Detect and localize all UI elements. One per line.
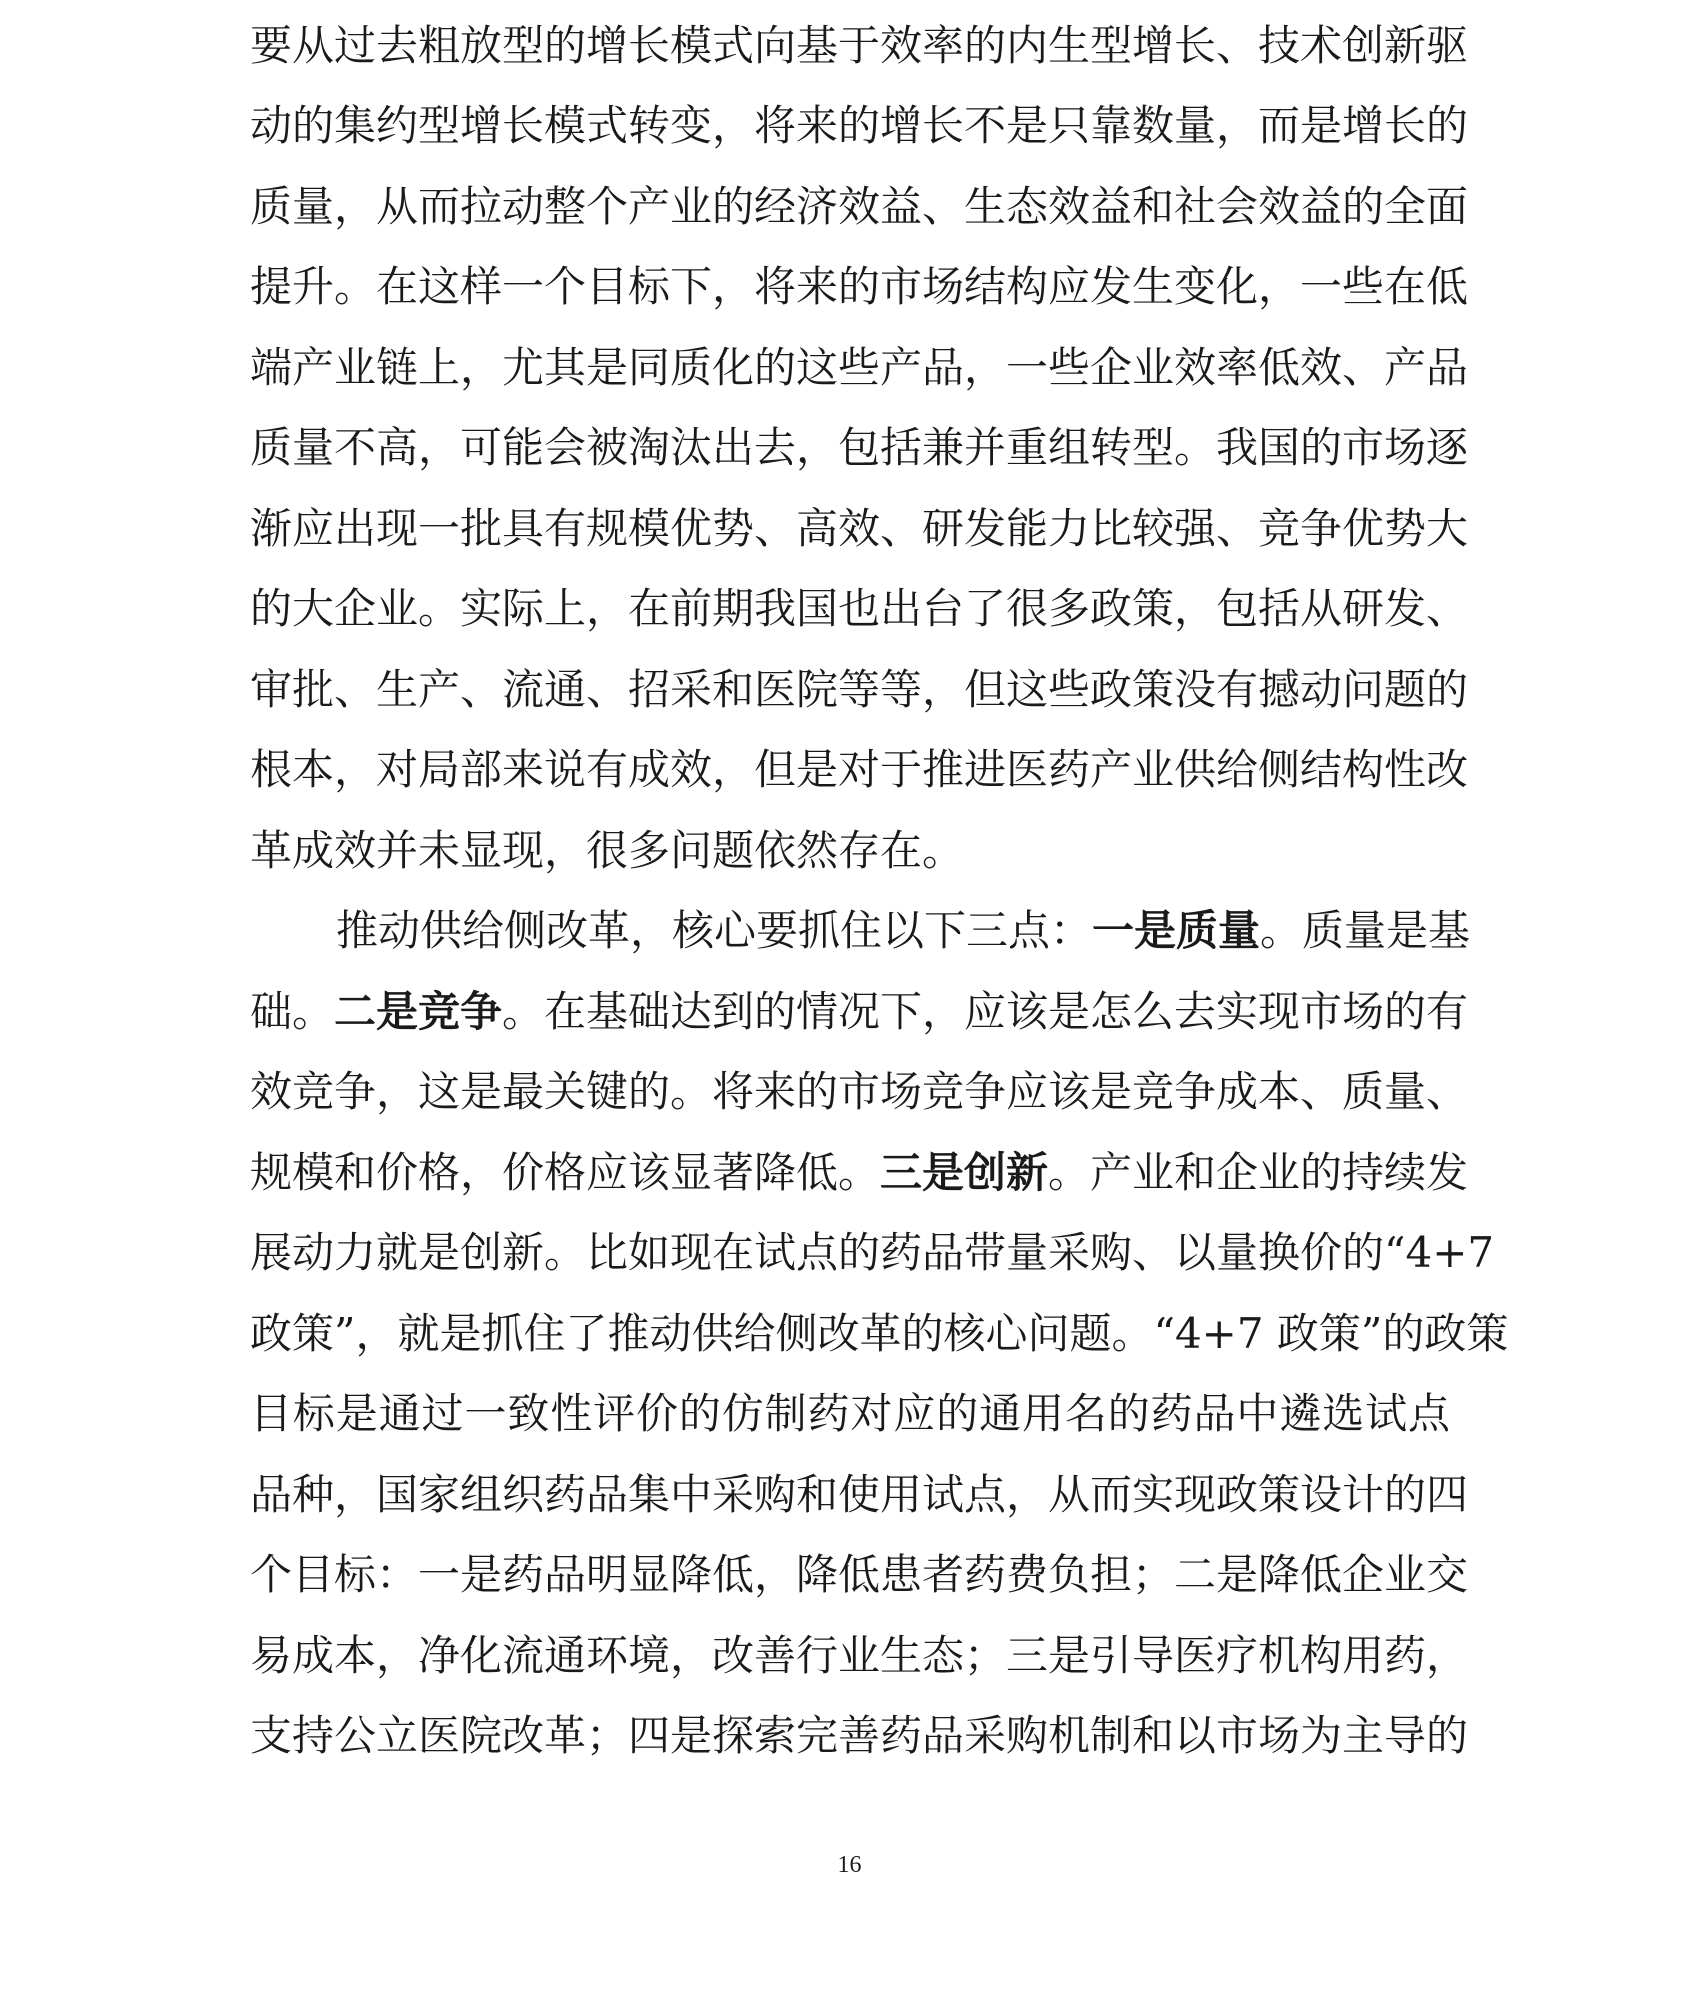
page-number: 16: [837, 1852, 862, 1878]
bold-keyword-quality: 一是质量: [1092, 906, 1261, 955]
paragraph-line: [250, 1143, 1469, 1203]
paragraph-line: 易成本，净化流通环境，改善行业生态；三是引导医疗机构用药，: [250, 1631, 1469, 1680]
paragraph-line: 革成效并未显现，很多问题依然存在。: [250, 826, 965, 875]
paragraph-line: 支持公立医院改革；四是探索完善药品采购机制和以市场为主导的: [250, 1711, 1469, 1760]
text-span: 础。: [250, 987, 335, 1036]
paragraph-line: 根本，对局部来说有成效，但是对于推进医药产业供给侧结构性改: [250, 745, 1469, 794]
text-span: 规模和价格，价格应该显著降低。: [250, 1148, 881, 1197]
paragraph-line: 质量不高，可能会被淘汰出去，包括兼并重组转型。我国的市场逐: [250, 423, 1469, 472]
text-span: 推动供给侧改革，核心要抓住以下三点：: [336, 906, 1093, 955]
bold-keyword-competition: 二是竞争: [334, 987, 503, 1036]
paragraph-line: 政策”，就是抓住了推动供给侧改革的核心问题。“4+7 政策”的政策: [250, 1309, 1509, 1358]
paragraph-line: 的大企业。实际上，在前期我国也出台了很多政策，包括从研发、: [250, 584, 1469, 633]
text-span: 。产业和企业的持续发: [1048, 1148, 1469, 1197]
paragraph-line: [336, 901, 1471, 961]
bold-keyword-innovation: 三是创新: [880, 1148, 1049, 1197]
paragraph-line: 目标是通过一致性评价的仿制药对应的通用名的药品中遴选试点: [250, 1389, 1450, 1438]
paragraph-line: 审批、生产、流通、招采和医院等等，但这些政策没有撼动问题的: [250, 665, 1469, 714]
text-span: 。质量是基: [1260, 906, 1471, 955]
paragraph-line: 展动力就是创新。比如现在试点的药品带量采购、以量换价的“4+7: [250, 1228, 1495, 1277]
paragraph-line: 提升。在这样一个目标下，将来的市场结构应发生变化，一些在低: [250, 262, 1469, 311]
text-span: 。在基础达到的情况下，应该是怎么去实现市场的有: [502, 987, 1469, 1036]
paragraph-line: 品种，国家组织药品集中采购和使用试点，从而实现政策设计的四: [250, 1470, 1469, 1519]
paragraph-line: 效竞争，这是最关键的。将来的市场竞争应该是竞争成本、质量、: [250, 1067, 1469, 1116]
paragraph-line: 动的集约型增长模式转变，将来的增长不是只靠数量，而是增长的: [250, 101, 1469, 150]
paragraph-line: 质量，从而拉动整个产业的经济效益、生态效益和社会效益的全面: [250, 182, 1469, 231]
paragraph-line: 要从过去粗放型的增长模式向基于效率的内生型增长、技术创新驱: [250, 21, 1469, 70]
paragraph-line: 渐应出现一批具有规模优势、高效、研发能力比较强、竞争优势大: [250, 504, 1469, 553]
paragraph-line: 个目标：一是药品明显降低，降低患者药费负担；二是降低企业交: [250, 1550, 1469, 1599]
paragraph-line: 端产业链上，尤其是同质化的这些产品，一些企业效率低效、产品: [250, 343, 1469, 392]
paragraph-line: [250, 982, 1469, 1042]
